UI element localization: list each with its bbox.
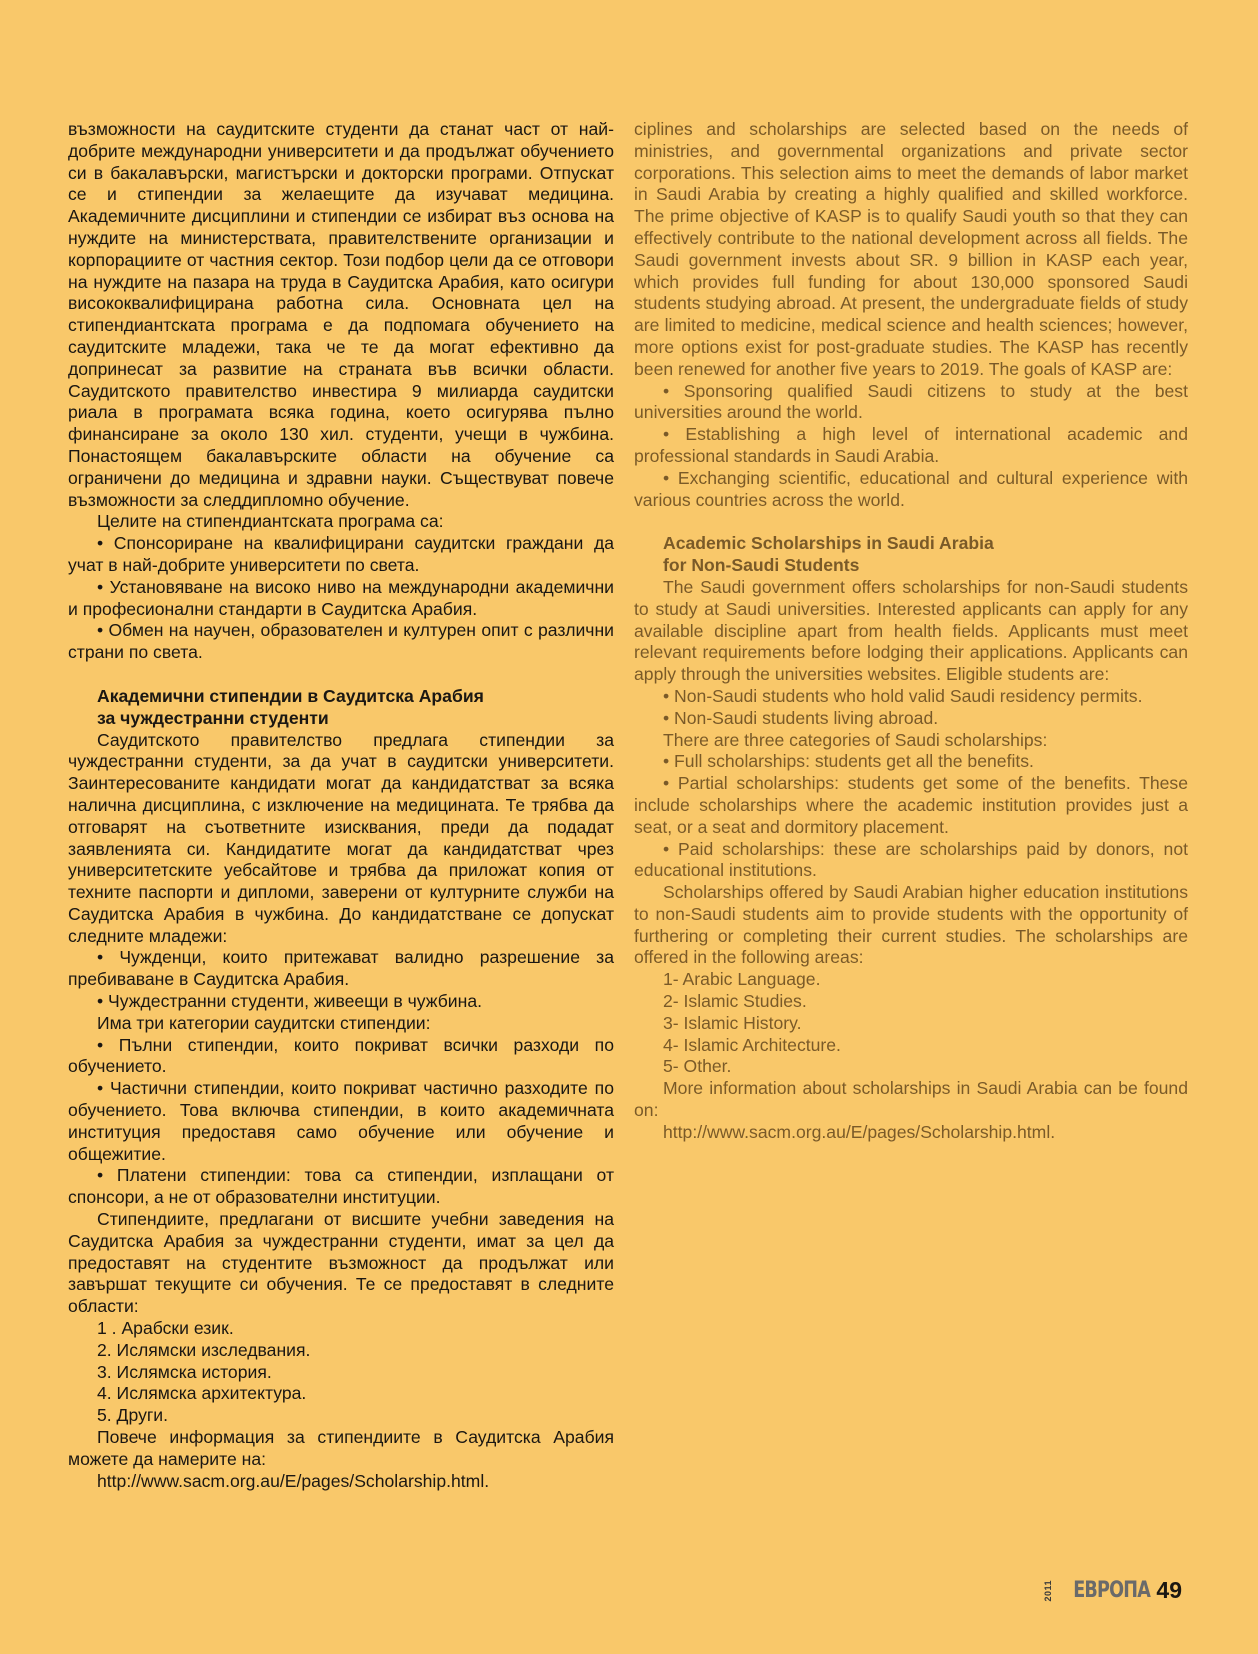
area-item: 1- Arabic Language. (663, 969, 821, 990)
area-item: 4- Islamic Architecture. (663, 1034, 841, 1055)
eligible-item: • Чуждестранни студенти, живеещи в чужбина. (97, 991, 483, 1012)
body-paragraph: Scholarships offered by Saudi Arabian higher education institutions to non-Saudi students aim to provide students with the opportunity of furthering or completing their current studies. The scholarships are offered in the following areas: (634, 882, 1188, 968)
area-item: 4. Ислямска архитектура. (97, 1383, 307, 1404)
intro-paragraph: ciplines and scholarships are selected based on the needs of ministries, and governmental organizations and private sector corporations. This selection aims to meet the demands of labor market in Saudi Arabia by creating a highly qualified and skilled workforce. The prime objective of KASP is to qualify Saudi youth so that they can effectively contribute to the national development across all fields. The Saudi government invests about SR. 9 billion in KASP each year, which provides full funding for about 130,000 sponsored Saudi students studying abroad. At present, the undergraduate fields of study are limited to medicine, medical science and health sciences; however, more options exist for post-graduate studies. The KASP has recently been renewed for another five years to 2019. The goals of KASP are: (634, 119, 1188, 379)
magazine-year: 2011 (1043, 1579, 1054, 1602)
category-item: • Пълни стипендии, които покриват всички разходи по обучението. (68, 1034, 614, 1077)
magazine-logo: ЕВРОПА (1073, 1578, 1151, 1603)
body-paragraph: Стипендиите, предлагани от висшите учебни заведения на Саудитска Арабия за чуждестранни студенти, имат за цел да предоставят на студентите възможност да продължат или завършат текущите си обучения. Те се предоставят в следните области: (68, 1209, 614, 1317)
area-item: 5. Други. (97, 1405, 168, 1426)
category-item: • Частични стипендии, които покриват частично разходите по обучението. Това включва стипендии, в които академичната институция предоставя само обучение или обучение и общежитие. (68, 1078, 614, 1164)
more-info: More information about scholarships in Saudi Arabia can be found on: (634, 1078, 1188, 1121)
intro-paragraph: възможности на саудитските студенти да станат част от най-добрите международни университети и да продължат обучението си в бакалавърски, магистърски и докторски програми. Отпускат се и стипендии за желаещите да изучават медицина. Академичните дисциплини и стипендии се избират въз основа на нуждите на министерствата, правителствените организации и корпорациите от частния сектор. Този подбор цели да се отговори на нуждите на пазара на труда в Саудитска Арабия, като осигури висококвалифицирана работна сила. Основната цел на стипендиантската програма е да подпомага обучението на саудитските младежи, така че те да могат ефективно да допринесат за развитие на страната във всички области. Саудитското правителство инвестира 9 милиарда саудитски риала в програмата всяка година, което осигурява пълно финансиране за около 130 хил. студенти, учещи в чужбина. Понастоящем бакалавърските области на обучение са ограничени до медицина и здравни науки. Съществуват повече възможности за следдипломно обучение. (68, 119, 614, 510)
category-item: • Partial scholarships: students get some of the benefits. These include scholarships where the academic institution provides just a seat, or a seat and dormitory placement. (634, 773, 1188, 837)
area-item: 3- Islamic History. (663, 1012, 802, 1033)
area-item: 5- Other. (663, 1056, 732, 1077)
eligible-item: • Чужденци, които притежават валидно разрешение за пребиваване в Саудитска Арабия. (68, 947, 614, 990)
eligible-item: • Non-Saudi students who hold valid Saudi residency permits. (663, 685, 1143, 706)
section-heading: Академични стипендии в Саудитска Арабия (97, 685, 484, 706)
section-heading: for Non-Saudi Students (663, 555, 860, 576)
scholarship-link[interactable]: http://www.sacm.org.au/E/pages/Scholarship.html. (97, 1470, 490, 1491)
section-heading: Academic Scholarships in Saudi Arabia (663, 533, 994, 554)
left-column-bulgarian (68, 119, 614, 1492)
categories-intro: There are three categories of Saudi scholarships: (663, 729, 1048, 750)
goal-item: • Спонсориране на квалифицирани саудитски граждани да учат в най-добрите университети по света. (68, 533, 614, 575)
categories-intro: Има три категории саудитски стипендии: (97, 1012, 431, 1033)
area-item: 3. Ислямска история. (97, 1361, 272, 1382)
goal-item: • Обмен на научен, образователен и културен опит с различни страни по света. (68, 620, 614, 663)
category-item: • Платени стипендии: това са стипендии, изплащани от спонсори, а не от образователни институции. (68, 1165, 614, 1208)
area-item: 1 . Арабски език. (97, 1318, 234, 1339)
area-item: 2. Ислямски изследвания. (97, 1339, 311, 1360)
page-footer (1043, 1577, 1182, 1604)
page-number: 49 (1156, 1577, 1182, 1603)
right-column-english (634, 119, 1188, 1144)
goal-item: • Exchanging scientific, educational and cultural experience with various countries across the world. (634, 467, 1188, 510)
goal-item: • Establishing a high level of international academic and professional standards in Saudi Arabia. (634, 424, 1188, 466)
section-heading: за чуждестранни студенти (97, 707, 329, 728)
more-info: Повече информация за стипендиите в Саудитска Арабия можете да намерите на: (68, 1427, 614, 1469)
area-item: 2- Islamic Studies. (663, 991, 807, 1012)
goal-item: • Sponsoring qualified Saudi citizens to study at the best universities around the world. (634, 380, 1188, 423)
goal-item: • Установяване на високо ниво на международни академични и професионални стандарти в Саудитска Арабия. (68, 576, 614, 619)
eligible-item: • Non-Saudi students living abroad. (663, 707, 939, 728)
category-item: • Paid scholarships: these are scholarships paid by donors, not educational institutions. (634, 838, 1188, 881)
scholarship-link[interactable]: http://www.sacm.org.au/E/pages/Scholarship.html. (663, 1121, 1056, 1142)
body-paragraph: The Saudi government offers scholarships for non-Saudi students to study at Saudi universities. Interested applicants can apply for any available discipline apart from health fields. Applicants must meet relevant requirements before lodging their applications. Applicants can apply through the universities websites. Eligible students are: (634, 576, 1188, 685)
body-paragraph: Саудитското правителство предлага стипендии за чуждестранни студенти, за да учат в саудитски университети. Заинтересованите кандидати могат да кандидатстват за всяка налична дисциплина, с изключение на медицината. Те трябва да отговарят на съответните изисквания, преди да подадат заявленията си. Кандидатите могат да кандидатстват чрез университетските уебсайтове и трябва да приложат копия от техните паспорти и дипломи, заверени от културните служби на Саудитска Арабия в чужбина. До кандидатстване се допускат следните младежи: (68, 729, 614, 946)
goals-intro: Целите на стипендиантската програма са: (97, 511, 444, 532)
category-item: • Full scholarships: students get all the benefits. (663, 751, 1034, 772)
